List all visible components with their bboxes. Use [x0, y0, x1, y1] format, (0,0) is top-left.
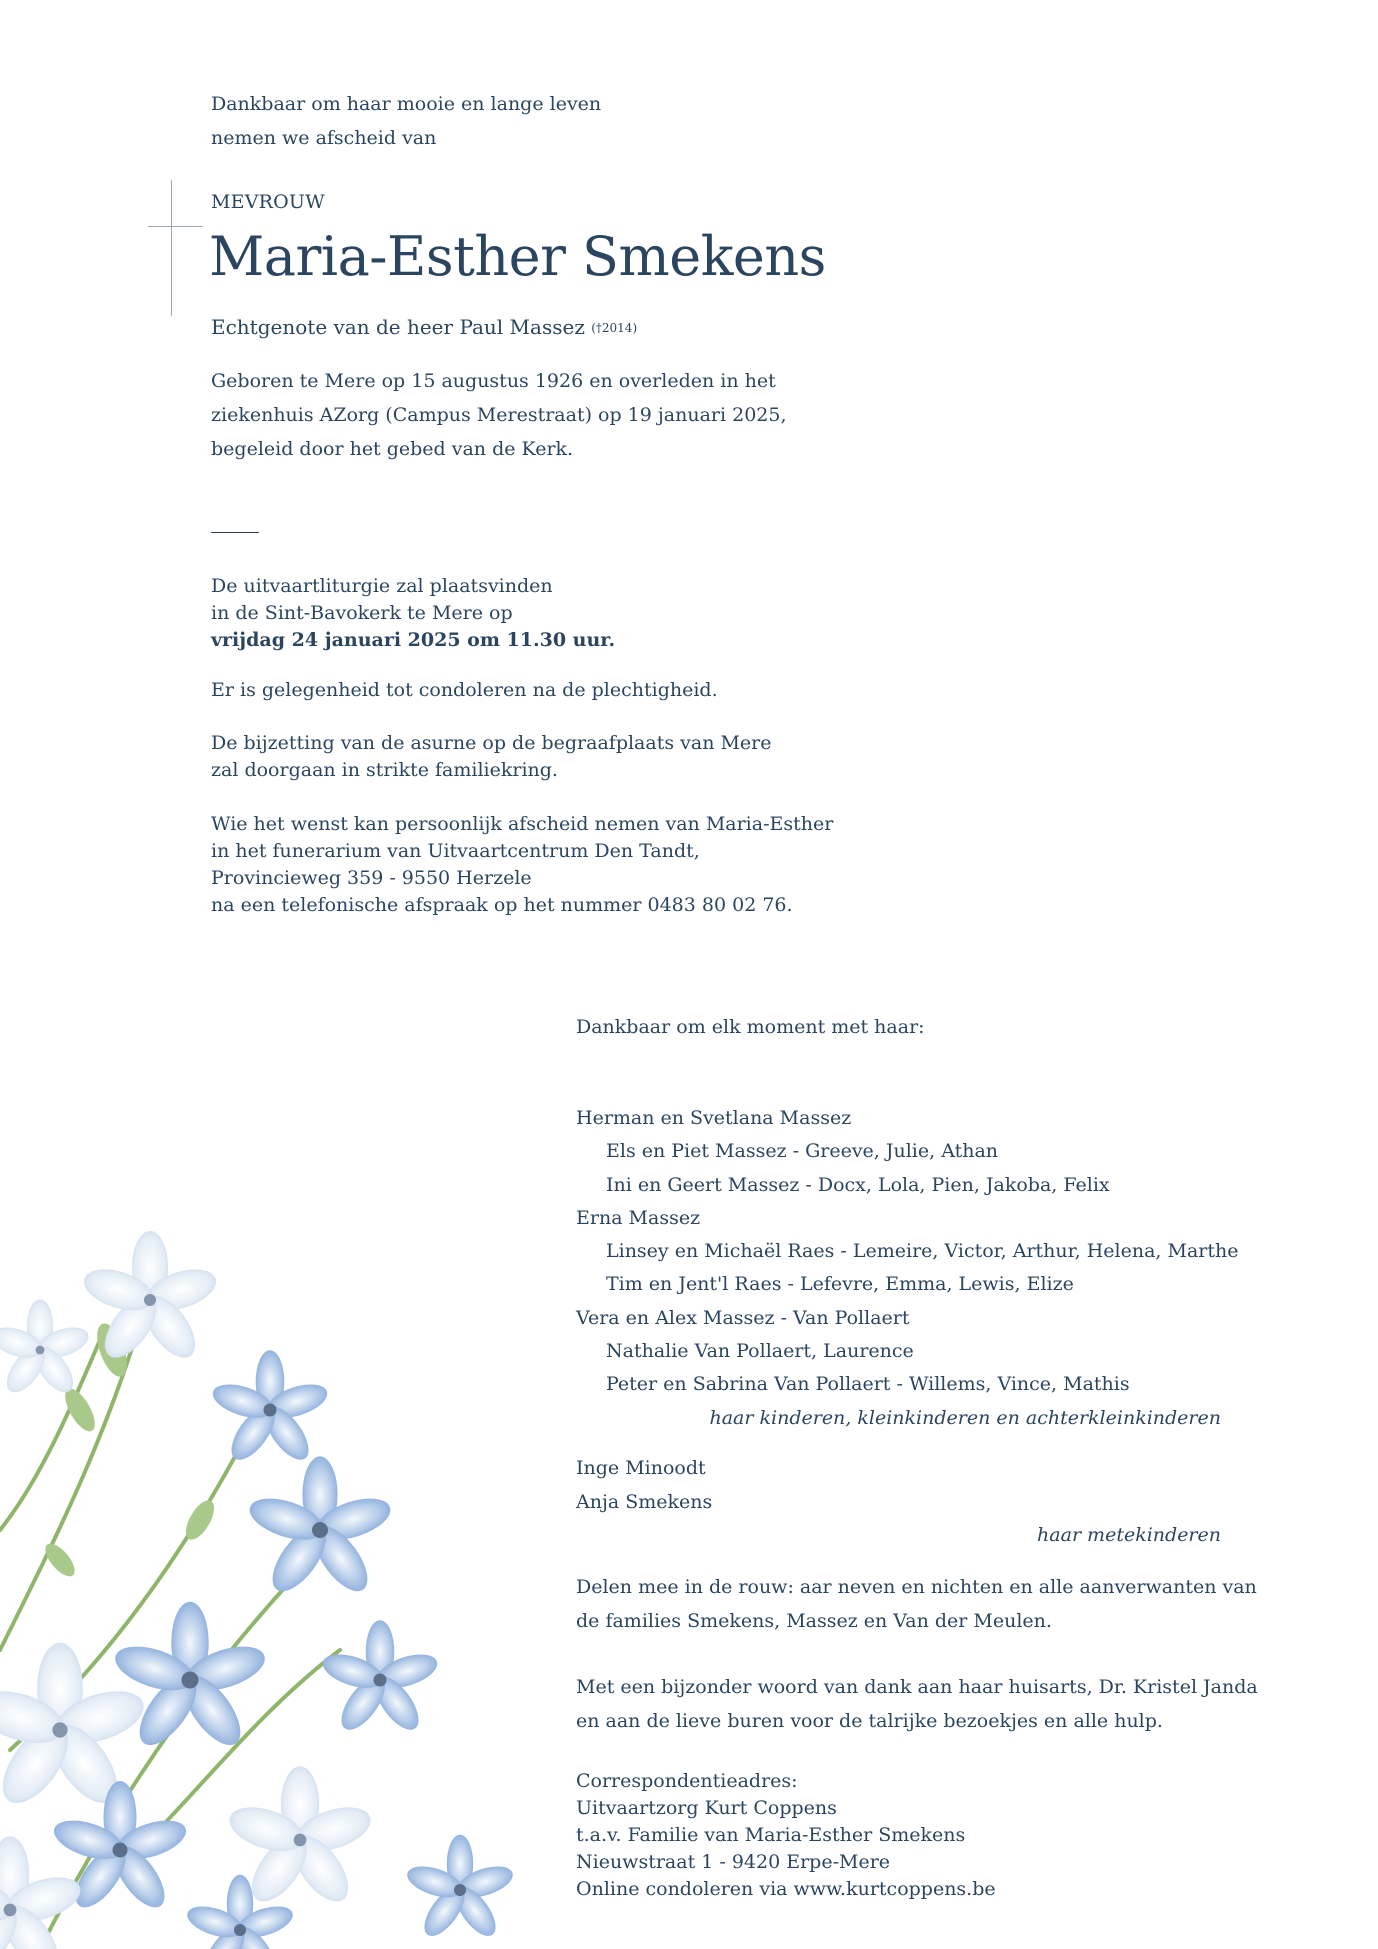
condole-text: Er is gelegenheid tot condoleren na de plechtigheid. — [211, 679, 718, 701]
gratitude-line: Met een bijzonder woord van dank aan haar huisarts, Dr. Kristel Janda — [576, 1676, 1258, 1698]
family-member: Nathalie Van Pollaert, Laurence — [606, 1340, 914, 1363]
intro-line: nemen we afscheid van — [211, 127, 437, 149]
family-member: Tim en Jent'l Raes - Lefevre, Emma, Lewis, Elize — [606, 1273, 1074, 1296]
family-member: Els en Piet Massez - Greeve, Julie, Athan — [606, 1140, 999, 1163]
farewell-text — [211, 811, 833, 919]
godchildren-role: haar metekinderen — [1037, 1524, 1221, 1546]
godchild: Anja Smekens — [576, 1491, 713, 1513]
title-label: MEVROUW — [211, 191, 325, 213]
share-line: de families Smekens, Massez en Van der Meulen. — [576, 1610, 1052, 1632]
birth-line: begeleid door het gebed van de Kerk. — [211, 438, 574, 460]
farewell-line: in het funerarium van Uitvaartcentrum Den Tandt, — [211, 840, 700, 862]
gratitude-line: en aan de lieve buren voor de talrijke bezoekjes en alle hulp. — [576, 1710, 1163, 1732]
spouse-line — [211, 310, 637, 345]
godchildren-list — [576, 1451, 712, 1519]
family-member: Vera en Alex Massez - Van Pollaert — [576, 1306, 910, 1329]
burial-text — [211, 730, 772, 784]
farewell-line: na een telefonische afspraak op het nummer 0483 80 02 76. — [211, 894, 793, 916]
spouse-death-note: (†2014) — [591, 321, 638, 335]
deceased-name: Maria-Esther Smekens — [209, 225, 826, 288]
burial-line: zal doorgaan in strikte familiekring. — [211, 759, 558, 781]
section-divider — [211, 532, 259, 533]
liturgy-line: De uitvaartliturgie zal plaatsvinden — [211, 575, 553, 597]
burial-line: De bijzetting van de asurne op de begraafplaats van Mere — [211, 732, 772, 754]
liturgy-text — [211, 573, 615, 654]
share-grief-text — [576, 1570, 1257, 1638]
intro-text — [211, 87, 601, 155]
cross-vertical-bar — [171, 180, 172, 316]
farewell-line: Wie het wenst kan persoonlijk afscheid nemen van Maria-Esther — [211, 813, 834, 835]
cross-horizontal-bar — [148, 226, 203, 227]
address-line: Correspondentieadres: — [576, 1770, 798, 1792]
family-member: Peter en Sabrina Van Pollaert - Willems, Vince, Mathis — [606, 1373, 1130, 1396]
intro-line: Dankbaar om haar mooie en lange leven — [211, 93, 602, 115]
birth-line: ziekenhuis AZorg (Campus Merestraat) op 19 januari 2025, — [211, 404, 787, 426]
family-member: Linsey en Michaël Raes - Lemeire, Victor, Arthur, Helena, Marthe — [606, 1240, 1239, 1263]
family-role: haar kinderen, kleinkinderen en achterkleinkinderen — [709, 1407, 1221, 1429]
family-member: Herman en Svetlana Massez — [576, 1107, 852, 1129]
family-member: Erna Massez — [576, 1206, 701, 1229]
thanks-header: Dankbaar om elk moment met haar: — [576, 1016, 925, 1038]
address-line: Uitvaartzorg Kurt Coppens — [576, 1797, 837, 1819]
gratitude-text — [576, 1670, 1258, 1738]
farewell-line: Provincieweg 359 - 9550 Herzele — [211, 867, 532, 889]
birth-line: Geboren te Mere op 15 augustus 1926 en overleden in het — [211, 370, 776, 392]
liturgy-date: vrijdag 24 januari 2025 om 11.30 uur. — [211, 629, 616, 651]
address-line: Online condoleren via www.kurtcoppens.be — [576, 1878, 996, 1900]
address-line: Nieuwstraat 1 - 9420 Erpe-Mere — [576, 1851, 891, 1873]
birth-death-text — [211, 364, 787, 466]
family-list — [576, 1102, 1238, 1402]
godchild: Inge Minoodt — [576, 1457, 706, 1479]
flower-illustration — [0, 1230, 560, 1949]
address-line: t.a.v. Familie van Maria-Esther Smekens — [576, 1824, 966, 1846]
family-member: Ini en Geert Massez - Docx, Lola, Pien, Jakoba, Felix — [606, 1173, 1110, 1196]
correspondence-address — [576, 1768, 996, 1903]
liturgy-line: in de Sint-Bavokerk te Mere op — [211, 602, 513, 624]
spouse-text: Echtgenote van de heer Paul Massez — [211, 315, 585, 339]
share-line: Delen mee in de rouw: aar neven en nichten en alle aanverwanten van — [576, 1576, 1257, 1598]
